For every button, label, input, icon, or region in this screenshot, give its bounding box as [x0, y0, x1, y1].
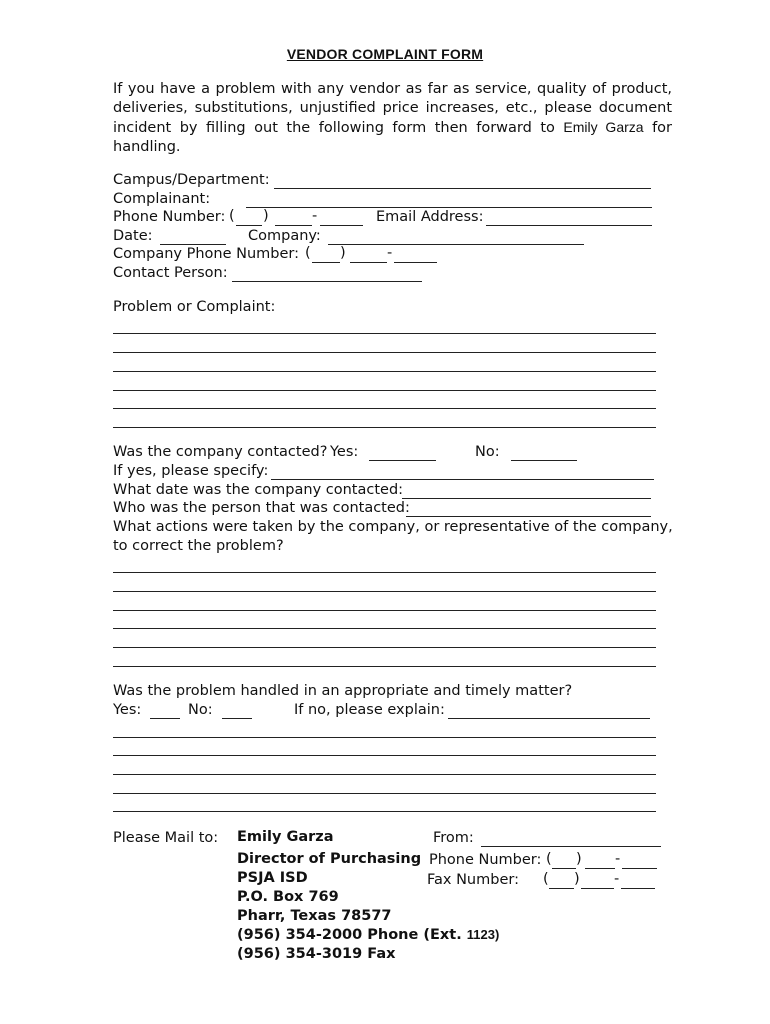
sender-phone-area-close: ): [576, 851, 582, 867]
phone-label: Phone Number:: [113, 209, 226, 225]
company-phone-label: Company Phone Number:: [113, 246, 299, 262]
intro-text: If you have a problem with any vendor as far as service, quality of product, deliveries, substitutions, unjustified price increases, etc., please document incident by filling out the following form then forward to: [113, 81, 672, 136]
contacted-yes-label: Yes:: [330, 444, 359, 460]
sender-phone-area-open: (: [546, 851, 552, 867]
explain-field[interactable]: [448, 718, 650, 719]
mail-org: PSJA ISD: [237, 870, 308, 886]
form-title: VENDOR COMPLAINT FORM: [286, 46, 484, 62]
company-phone-dash: -: [387, 245, 393, 261]
explain-line[interactable]: [113, 737, 656, 738]
sender-phone-dash: -: [615, 851, 621, 867]
sender-phone-area-field[interactable]: [552, 868, 576, 869]
mail-city: Pharr, Texas 78577: [237, 908, 392, 924]
sender-phone-label: Phone Number:: [429, 852, 542, 868]
mail-name: Emily Garza: [237, 829, 334, 845]
contacted-no-field[interactable]: [511, 460, 577, 461]
actions-line[interactable]: [113, 572, 656, 573]
actions-line[interactable]: [113, 647, 656, 648]
sender-fax-area-close: ): [574, 871, 580, 887]
problem-line[interactable]: [113, 352, 656, 353]
sender-fax-line-field[interactable]: [621, 888, 655, 889]
intro-contact-name: Emily Garza: [563, 119, 644, 135]
sender-fax-prefix-field[interactable]: [581, 888, 614, 889]
company-label: Company:: [248, 228, 321, 244]
handled-question: Was the problem handled in an appropriate and timely matter?: [113, 683, 573, 699]
company-phone-area-close: ): [340, 245, 346, 261]
sender-fax-area-open: (: [543, 871, 549, 887]
explain-line[interactable]: [113, 811, 656, 812]
handled-yes-field[interactable]: [150, 718, 180, 719]
mail-title: Director of Purchasing: [237, 851, 422, 867]
problem-line[interactable]: [113, 427, 656, 428]
handled-no-field[interactable]: [222, 718, 252, 719]
problem-line[interactable]: [113, 333, 656, 334]
company-phone-area-field[interactable]: [312, 262, 340, 263]
explain-line[interactable]: [113, 793, 656, 794]
from-field[interactable]: [481, 846, 661, 847]
contacted-person-label: Who was the person that was contacted:: [113, 500, 410, 516]
actions-question-line1: What actions were taken by the company, or representative of the company,: [113, 519, 673, 535]
explain-line[interactable]: [113, 774, 656, 775]
handled-no-label: No:: [188, 702, 213, 718]
complainant-label: Complainant:: [113, 191, 211, 207]
intro-tail: for handling.: [113, 120, 673, 155]
campus-label: Campus/Department:: [113, 172, 270, 188]
contact-person-label: Contact Person:: [113, 265, 228, 281]
mail-phone-ext: 1123): [466, 927, 500, 942]
company-field[interactable]: [328, 244, 584, 245]
actions-line[interactable]: [113, 610, 656, 611]
contact-person-field[interactable]: [232, 281, 422, 282]
contact-date-field[interactable]: [402, 498, 651, 499]
mail-phone: [237, 927, 499, 943]
phone-prefix-field[interactable]: [275, 225, 312, 226]
sender-phone-prefix-field[interactable]: [585, 868, 615, 869]
email-field[interactable]: [486, 225, 652, 226]
contacted-no-label: No:: [475, 444, 500, 460]
actions-line[interactable]: [113, 666, 656, 667]
contacted-person-field[interactable]: [406, 516, 651, 517]
company-phone-line-field[interactable]: [394, 262, 437, 263]
mail-to-label: Please Mail to:: [113, 830, 219, 846]
from-label: From:: [433, 830, 474, 846]
contact-date-label: What date was the company contacted:: [113, 482, 404, 498]
sender-fax-dash: -: [614, 871, 620, 887]
contacted-question: Was the company contacted?: [113, 444, 328, 460]
phone-area-close: ): [263, 208, 269, 224]
problem-label: Problem or Complaint:: [113, 299, 276, 315]
specify-label: If yes, please specify:: [113, 463, 269, 479]
specify-field[interactable]: [271, 479, 654, 480]
explain-label: If no, please explain:: [294, 702, 445, 718]
phone-dash: -: [312, 208, 318, 224]
actions-line[interactable]: [113, 628, 656, 629]
sender-fax-area-field[interactable]: [549, 888, 574, 889]
phone-line-field[interactable]: [320, 225, 363, 226]
campus-field[interactable]: [274, 188, 651, 189]
date-label: Date:: [113, 228, 153, 244]
intro-paragraph: [113, 80, 672, 157]
company-phone-area-open: (: [305, 245, 311, 261]
sender-phone-line-field[interactable]: [622, 868, 657, 869]
sender-fax-label: Fax Number:: [427, 872, 519, 888]
mail-phone-prefix: (956) 354-2000 Phone (Ext.: [237, 927, 462, 943]
problem-line[interactable]: [113, 408, 656, 409]
problem-line[interactable]: [113, 371, 656, 372]
phone-area-field[interactable]: [236, 225, 262, 226]
mail-fax: (956) 354-3019 Fax: [237, 946, 396, 962]
mail-po-box: P.O. Box 769: [237, 889, 339, 905]
actions-question-line2: to correct the problem?: [113, 538, 284, 554]
phone-area-open: (: [229, 208, 235, 224]
actions-line[interactable]: [113, 591, 656, 592]
handled-yes-label: Yes:: [113, 702, 142, 718]
contacted-yes-field[interactable]: [369, 460, 436, 461]
email-label: Email Address:: [376, 209, 484, 225]
company-phone-prefix-field[interactable]: [350, 262, 387, 263]
problem-line[interactable]: [113, 390, 656, 391]
explain-line[interactable]: [113, 755, 656, 756]
